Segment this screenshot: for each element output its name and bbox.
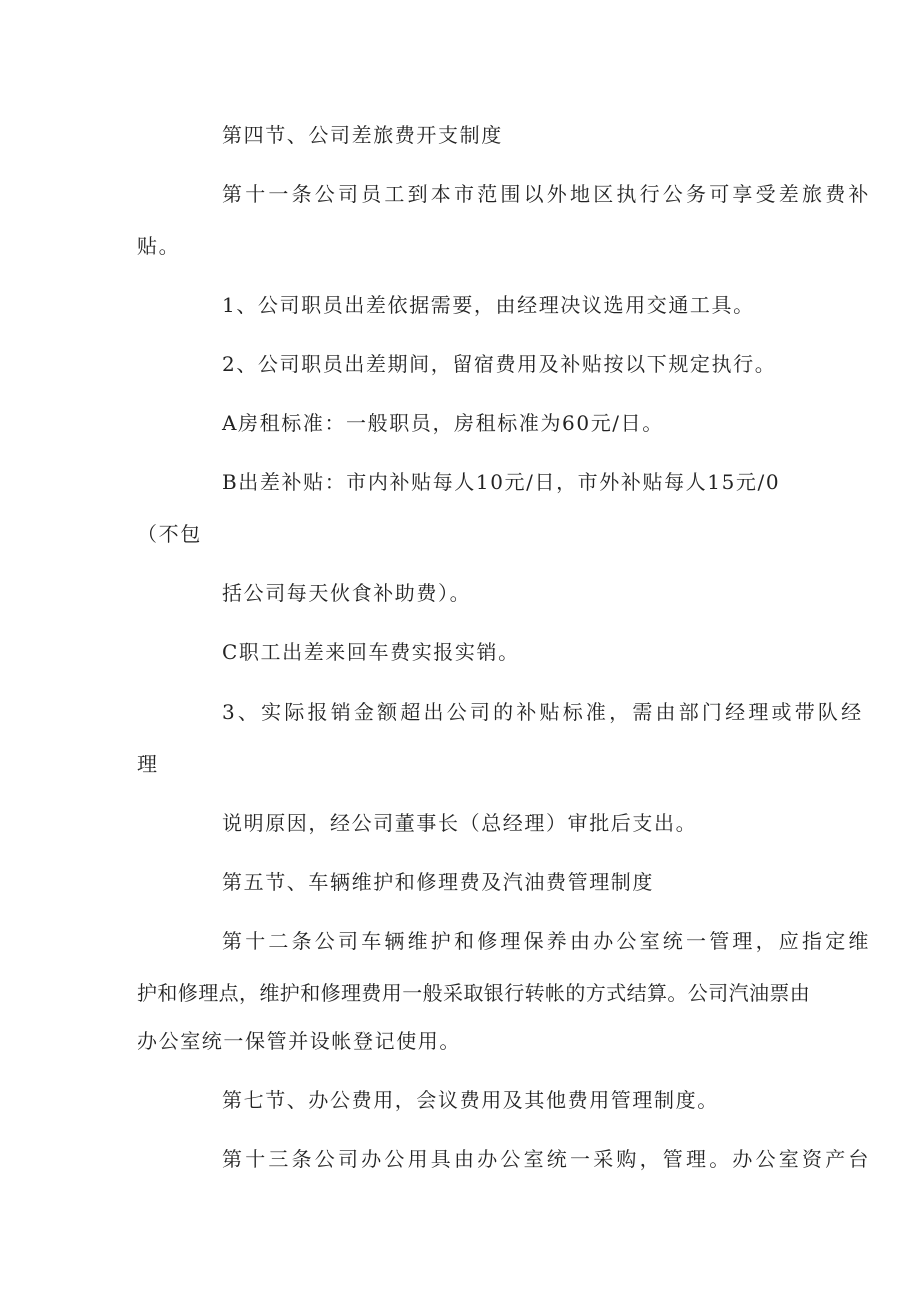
list-item: 3、实际报销金额超出公司的补贴标准，需由部门经理或带队经 xyxy=(222,700,865,724)
paragraph-line: 第十三条公司办公用具由办公室统一采购，管理。办公室资产台 xyxy=(222,1147,872,1171)
section-heading-7: 第七节、办公费用，会议费用及其他费用管理制度。 xyxy=(222,1088,719,1112)
paragraph-line: 第十一条公司员工到本市范围以外地区执行公务可享受差旅费补 xyxy=(222,182,872,206)
paragraph-line: 办公室统一保管并设帐登记使用。 xyxy=(137,1029,461,1053)
paragraph-line: 说明原因，经公司董事长（总经理）审批后支出。 xyxy=(222,811,698,835)
paragraph-line: （不包 xyxy=(137,522,202,546)
list-item: B出差补贴：市内补贴每人10元/日，市外补贴每人15元/0 xyxy=(222,470,781,494)
section-heading-4: 第四节、公司差旅费开支制度 xyxy=(222,123,503,147)
list-item: C职工出差来回车费实报实销。 xyxy=(222,640,520,664)
list-item: 1、公司职员出差依据需要，由经理决议选用交通工具。 xyxy=(222,293,755,317)
paragraph-line: 第十二条公司车辆维护和修理保养由办公室统一管理，应指定维 xyxy=(222,929,872,953)
paragraph-line: 护和修理点，维护和修理费用一般采取银行转帐的方式结算。公司汽油票由 xyxy=(137,981,811,1005)
section-heading-5: 第五节、车辆维护和修理费及汽油费管理制度 xyxy=(222,870,654,894)
list-item: 2、公司职员出差期间，留宿费用及补贴按以下规定执行。 xyxy=(222,352,777,376)
paragraph-line: 括公司每天伙食补助费）。 xyxy=(222,581,472,605)
list-item: A房租标准：一般职员，房租标准为60元/日。 xyxy=(222,411,664,435)
paragraph-line: 理 xyxy=(137,752,159,776)
paragraph-line: 贴。 xyxy=(137,234,181,258)
